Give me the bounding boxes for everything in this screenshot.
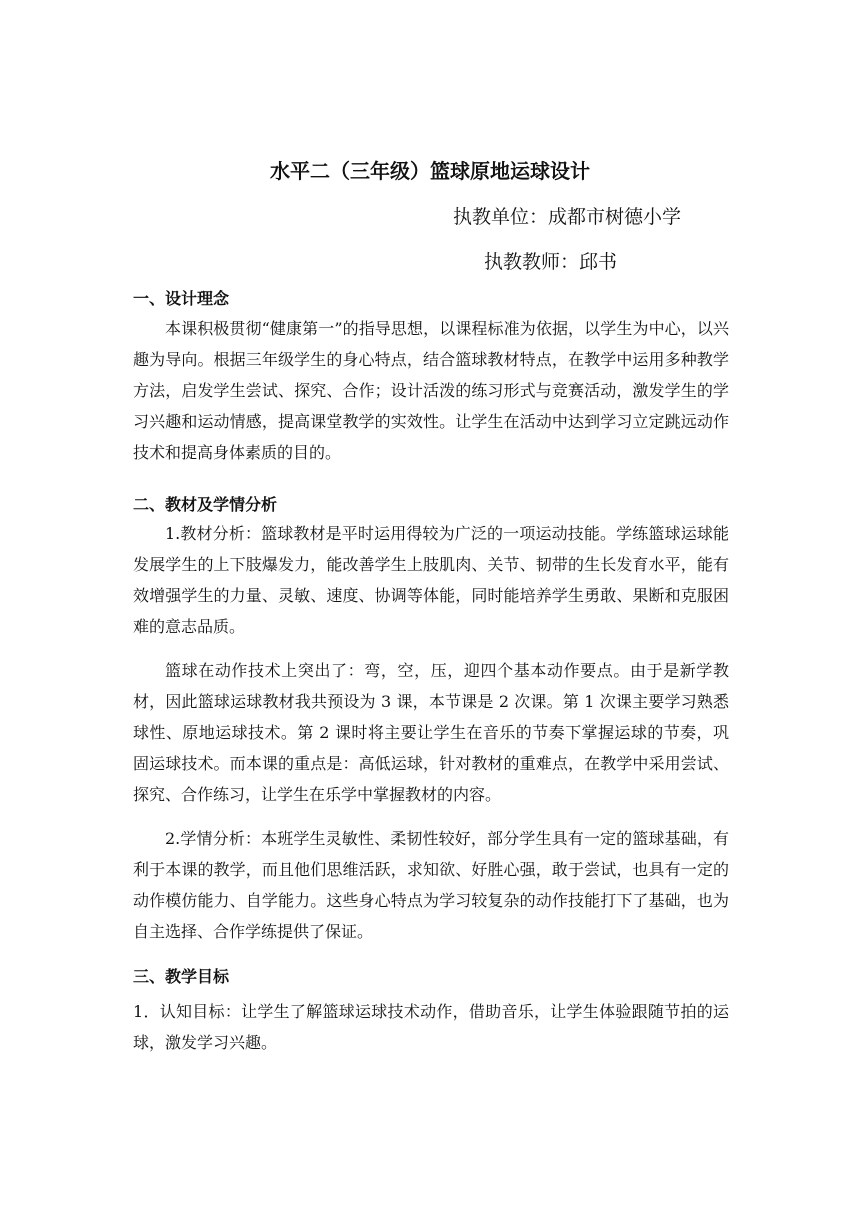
section-heading-design-concept: 一、设计理念 (133, 289, 230, 308)
paragraph-technique-points: 篮球在动作技术上突出了：弯，空，压，迎四个基本动作要点。由于是新学教材，因此篮球运球教材我共预设为 3 课，本节课是 2 次课。第 1 次课主要学习熟悉球性、原地运球技术。第 2 课时将主要让学生在音乐的节奏下掌握运球的节奏，巩固运球技术。而本课的重点是：高低运球，针对教材的重难点，在教学中采用尝试、探究、合作练习，让学生在乐学中掌握教材的内容。 (133, 661, 729, 804)
teaching-unit-line: 执教单位：成都市树德小学 (453, 206, 682, 228)
paragraph-cognitive-goal: 1．认知目标：让学生了解篮球运球技术动作，借助音乐，让学生体验跟随节拍的运球，激发学习兴趣。 (133, 1002, 729, 1052)
section-heading-materials-analysis: 二、教材及学情分析 (133, 495, 278, 514)
paragraph-student-analysis: 2.学情分析：本班学生灵敏性、柔韧性较好，部分学生具有一定的篮球基础，有利于本课的教学，而且他们思维活跃，求知欲、好胜心强，敢于尝试，也具有一定的动作模仿能力、自学能力。这些身心特点为学习较复杂的动作技能打下了基础，也为自主选择、合作学练提供了保证。 (133, 829, 729, 941)
document-title: 水平二（三年级）篮球原地运球设计 (270, 159, 590, 183)
paragraph-design-concept: 本课积极贯彻“健康第一”的指导思想，以课程标准为依据，以学生为中心，以兴趣为导向。根据三年级学生的身心特点，结合篮球教材特点，在教学中运用多种教学方法，启发学生尝试、探究、合作；设计活泼的练习形式与竞赛活动，激发学生的学习兴趣和运动情感，提高课堂教学的实效性。让学生在活动中达到学习立定跳远动作技术和提高身体素质的目的。 (133, 319, 729, 462)
paragraph-materials-analysis: 1.教材分析：篮球教材是平时运用得较为广泛的一项运动技能。学练篮球运球能发展学生的上下肢爆发力，能改善学生上肢肌肉、关节、韧带的生长发育水平，能有效增强学生的力量、灵敏、速度、协调等体能，同时能培养学生勇敢、果断和克服困难的意志品质。 (133, 524, 729, 636)
teacher-line: 执教教师：邱书 (484, 251, 618, 273)
section-heading-teaching-goals: 三、教学目标 (133, 967, 230, 986)
